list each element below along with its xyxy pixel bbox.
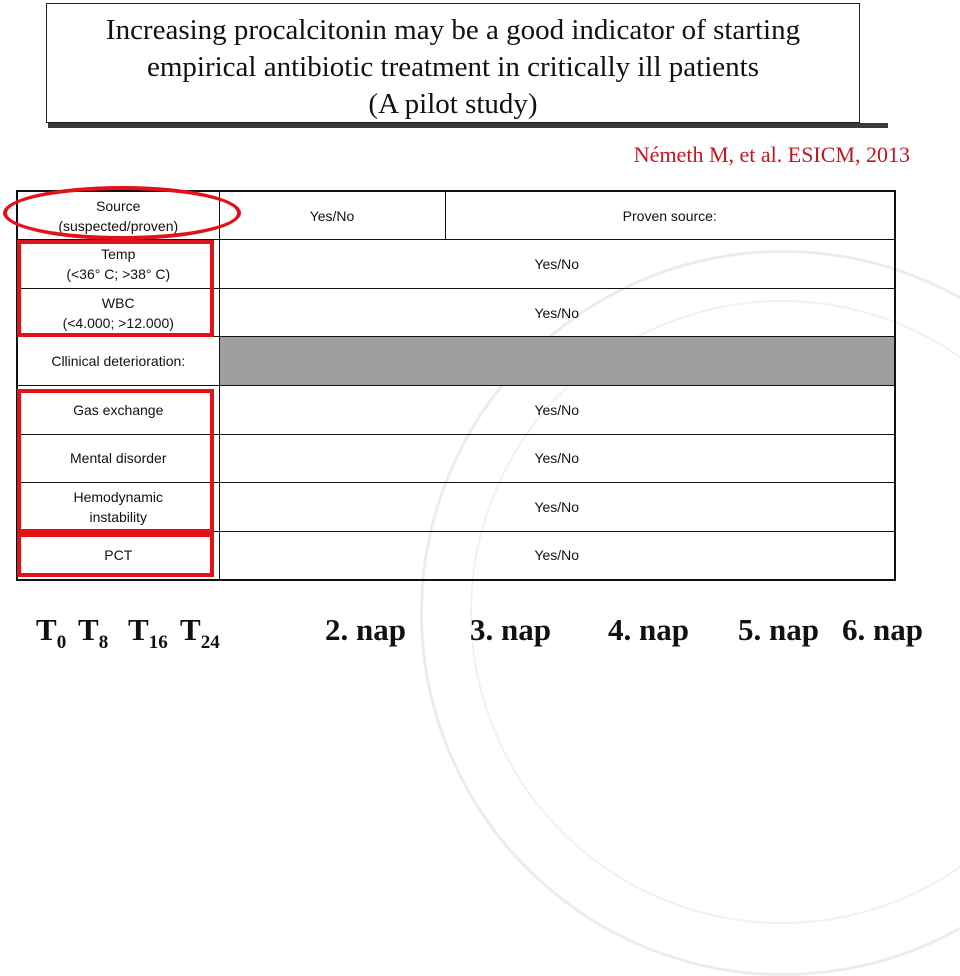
clinical-deterioration-header-band <box>219 337 895 386</box>
clinical-signs-highlight-box <box>17 389 214 533</box>
timeline-t8: $T_8$ <box>78 612 109 653</box>
timeline-t16: $T_{16}$ <box>128 612 168 653</box>
row-label-wbc: WBC (<4.000; >12.000) <box>17 288 219 337</box>
timeline-day-6: 6. nap <box>842 612 923 647</box>
row-value-hemodynamic-instability: Yes/No <box>219 483 895 532</box>
timeline-t0: $T_0$ <box>36 612 67 653</box>
row-value-gas-exchange: Yes/No <box>219 386 895 435</box>
slide-title <box>47 12 859 123</box>
timeline-day-2: 2. nap <box>325 612 406 647</box>
row-value-temp: Yes/No <box>219 240 895 289</box>
row-value-source: Yes/No <box>219 191 445 240</box>
table-row-clinical-deterioration <box>17 337 895 386</box>
row-label-hemodynamic-instability: Hemodynamic instability <box>17 483 219 532</box>
row-value-pct: Yes/No <box>219 531 895 580</box>
title-line-2: empirical antibiotic treatment in critically ill patients <box>146 51 760 83</box>
timeline-day-5: 5. nap <box>738 612 819 647</box>
source-highlight-oval <box>3 186 241 240</box>
temp-wbc-highlight-box <box>17 240 214 337</box>
row-value-mental-disorder: Yes/No <box>219 434 895 483</box>
proven-source-label: Proven source: <box>445 191 895 240</box>
row-label-pct: PCT <box>17 531 219 580</box>
row-label-source: Source (suspected/proven) <box>17 191 219 240</box>
timeline-day-4: 4. nap <box>608 612 689 647</box>
row-label-clinical-deterioration: Cllinical deterioration: <box>17 337 219 386</box>
row-label-mental-disorder: Mental disorder <box>17 434 219 483</box>
pct-highlight-box <box>17 533 214 577</box>
timeline-day-3: 3. nap <box>470 612 551 647</box>
title-line-1: Increasing procalcitonin may be a good indicator of starting <box>105 14 801 46</box>
timeline-t24: $T_{24}$ <box>180 612 220 653</box>
row-value-wbc: Yes/No <box>219 288 895 337</box>
title-line-3: (A pilot study) <box>368 88 538 120</box>
citation: Németh M, et al. ESICM, 2013 <box>633 142 910 167</box>
row-label-gas-exchange: Gas exchange <box>17 386 219 435</box>
row-label-temp: Temp (<36° C; >38° C) <box>17 240 219 289</box>
title-box-shadow <box>48 123 888 128</box>
title-box <box>46 3 860 123</box>
